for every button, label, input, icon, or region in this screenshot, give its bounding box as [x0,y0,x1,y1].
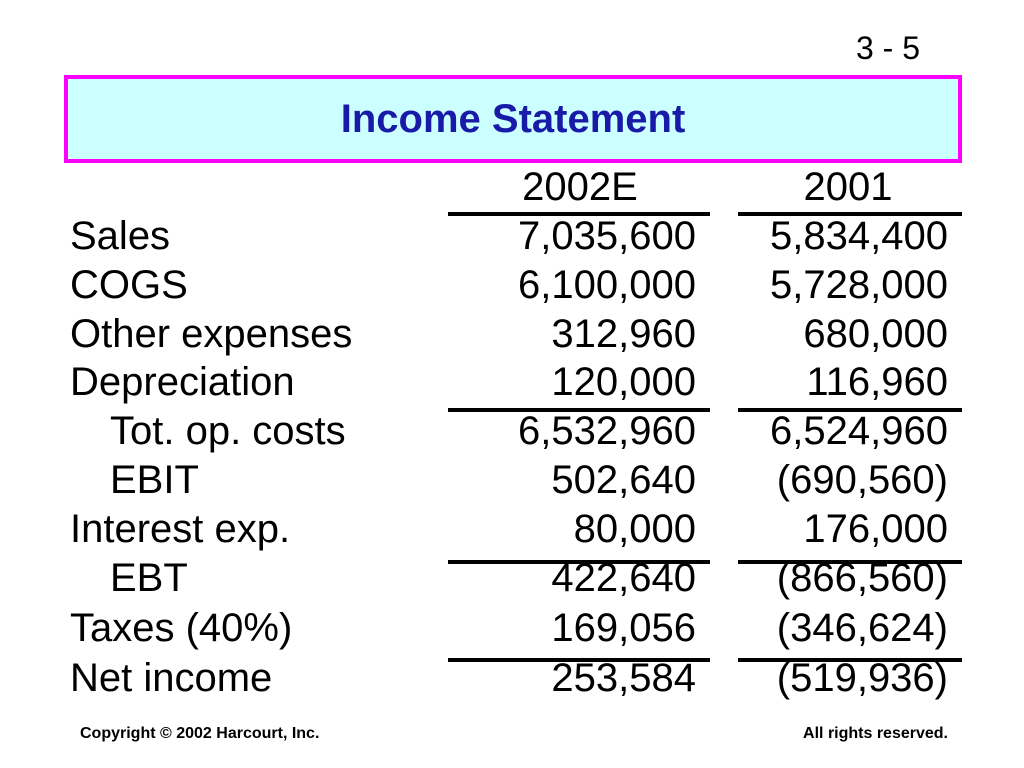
table-row [0,261,1024,309]
row-label: EBIT [110,458,199,502]
row-label: EBT [110,556,188,600]
value-2001: (346,624) [776,606,948,650]
rights-notice: All rights reserved. [803,725,948,742]
column-header-2002e: 2002E [522,165,638,209]
page-number: 3 - 5 [855,30,920,66]
value-2001: (866,560) [776,556,948,600]
row-label: COGS [70,263,188,307]
value-2001: 5,728,000 [770,263,948,307]
value-2002e: 253,584 [551,656,696,700]
table-row [0,310,1024,358]
row-label: Sales [70,214,171,258]
table-row [0,358,1024,406]
table-row [0,456,1024,504]
value-2001: 116,960 [806,360,948,404]
row-label: Interest exp. [70,507,291,551]
value-2001: 176,000 [803,507,948,551]
value-2002e: 169,056 [551,606,696,650]
table-row [0,407,1024,455]
table-row [0,212,1024,260]
value-2001: 6,524,960 [770,409,948,453]
row-label: Other expenses [70,312,353,356]
value-2001: 680,000 [803,312,948,356]
column-header-2001: 2001 [803,165,893,209]
row-label: Tot. op. costs [110,409,346,453]
row-label: Net income [70,656,273,700]
value-2002e: 7,035,600 [518,214,696,258]
row-label: Taxes (40%) [70,606,293,650]
table-row [0,505,1024,553]
row-label: Depreciation [70,360,295,404]
table-row [0,554,1024,602]
copyright-notice: Copyright © 2002 Harcourt, Inc. [80,725,320,742]
value-2002e: 6,100,000 [518,263,696,307]
value-2002e: 422,640 [551,556,696,600]
page-title: Income Statement [340,97,686,141]
table-row [0,654,1024,702]
value-2001: (519,936) [776,656,948,700]
value-2002e: 80,000 [573,507,696,551]
value-2002e: 312,960 [551,312,696,356]
value-2002e: 120,000 [551,360,696,404]
value-2001: (690,560) [776,458,948,502]
value-2001: 5,834,400 [770,214,948,258]
value-2002e: 502,640 [551,458,696,502]
table-row [0,604,1024,652]
value-2002e: 6,532,960 [518,409,696,453]
